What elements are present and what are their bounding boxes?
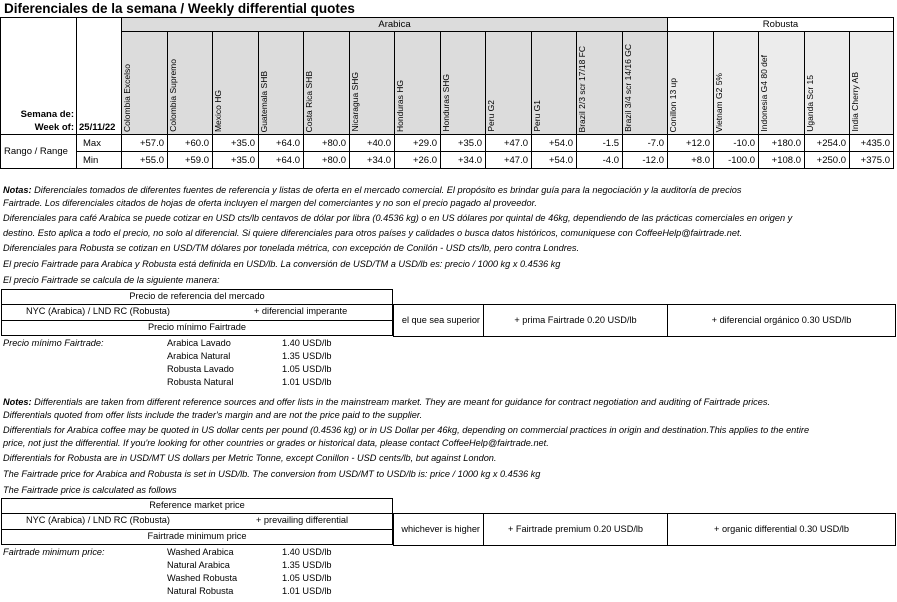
max-value-cell: +80.0 — [304, 135, 350, 152]
min-price-item-name: Robusta Lavado — [167, 364, 234, 374]
min-price-item-name: Robusta Natural — [167, 377, 234, 387]
min-price-item-value: 1.35 USD/lb — [282, 560, 332, 570]
max-value-cell: +12.0 — [668, 135, 714, 152]
min-price-item-value: 1.01 USD/lb — [282, 377, 332, 387]
column-header — [259, 32, 304, 135]
max-value-cell: +29.0 — [395, 135, 441, 152]
column-header — [304, 32, 350, 135]
min-value-cell: +250.0 — [805, 152, 850, 169]
es-premium-box: + prima Fairtrade 0.20 USD/lb — [483, 304, 668, 337]
min-value-cell: +34.0 — [350, 152, 395, 169]
column-header — [213, 32, 259, 135]
en-notes-line-1: Notes: Differentials are taken from different reference sources and offer lists in the mainstream market. They are meant for guidance for contract negotiation and auditing of Fairtrade prices. — [3, 397, 771, 407]
en-notes-line-6: The Fairtrade price for Arabica and Robusta is set in USD/lb. The conversion from USD/MT to USD/lb is: price / 1000 kg x 0.4536 kg — [3, 469, 541, 479]
max-value-cell: +54.0 — [532, 135, 577, 152]
min-value-cell: +34.0 — [441, 152, 486, 169]
max-value-cell: +40.0 — [350, 135, 395, 152]
es-notes-line-2: Fairtrade. Los diferenciales citados de hojas de oferta incluyen el margen del comerciantes y no son el precio pagado al proveedor. — [3, 198, 537, 208]
max-value-cell: +254.0 — [805, 135, 850, 152]
es-notes-line-3: Diferenciales para café Arabica se puede cotizar en USD cts/lb centavos de dólar por libra (0.4536 kg) o en US dólares por quintal de 46kg, dependiendo de las prácticas comerciales en origen y — [3, 213, 793, 223]
column-header — [122, 32, 168, 135]
min-value-cell: +35.0 — [213, 152, 259, 169]
min-value-cell: +26.0 — [395, 152, 441, 169]
min-price-item-value: 1.01 USD/lb — [282, 586, 332, 596]
min-value-cell: -4.0 — [577, 152, 623, 169]
column-header — [441, 32, 486, 135]
min-value-cell: +64.0 — [259, 152, 304, 169]
es-min-price-box: Precio mínimo Fairtrade — [1, 320, 393, 336]
max-label: Max — [77, 135, 122, 152]
es-notes-line-7: El precio Fairtrade se calcula de la siguiente manera: — [3, 275, 220, 285]
column-header — [532, 32, 577, 135]
column-header-label: India Cherry AB — [850, 72, 860, 132]
max-value-cell: +60.0 — [168, 135, 213, 152]
max-value-cell: +57.0 — [122, 135, 168, 152]
es-notes-line-1: Notas: Diferenciales tomados de diferentes fuentes de referencia y listas de oferta en el mercado comercial. El propósito es brindar guía para la negociación y la auditoría de precios — [3, 185, 742, 195]
en-premium-box: + Fairtrade premium 0.20 USD/lb — [483, 513, 668, 546]
column-header — [623, 32, 668, 135]
column-header-label: Uganda Scr 15 — [805, 75, 815, 132]
en-notes-line-4: price, not just the differential. If you're looking for other countries or grades or historical data, please contact CoffeeHelp@fairtrade.net. — [3, 438, 549, 448]
column-header-label: Brazil 3/4 scr 14/16 GC — [623, 44, 633, 132]
min-price-item-name: Washed Arabica — [167, 547, 234, 557]
es-organic-box: + diferencial orgánico 0.30 USD/lb — [667, 304, 896, 337]
column-header — [577, 32, 623, 135]
es-ref-price-box: Precio de referencia del mercado — [1, 289, 393, 305]
en-whichever-box: whichever is higher — [393, 513, 484, 546]
column-header — [486, 32, 532, 135]
column-header-label: Peru G1 — [532, 100, 542, 132]
en-notes-line-7: The Fairtrade price is calculated as follows — [3, 485, 177, 495]
en-organic-box: + organic differential 0.30 USD/lb — [667, 513, 896, 546]
column-header-label: Indonesia G4 80 def — [759, 55, 769, 132]
min-value-cell: +59.0 — [168, 152, 213, 169]
en-min-price-label: Fairtrade minimum price: — [3, 547, 105, 557]
min-price-item-value: 1.40 USD/lb — [282, 338, 332, 348]
es-nyc-box: NYC (Arabica) / LND RC (Robusta) + diferencial imperante — [1, 304, 393, 321]
column-header-label: Colombia Supremo — [168, 59, 178, 132]
min-price-item-value: 1.35 USD/lb — [282, 351, 332, 361]
column-header — [759, 32, 805, 135]
min-price-item-name: Natural Arabica — [167, 560, 230, 570]
en-nyc-box: NYC (Arabica) / LND RC (Robusta) + prevailing differential — [1, 513, 393, 530]
min-price-item-value: 1.05 USD/lb — [282, 573, 332, 583]
min-price-item-name: Arabica Lavado — [167, 338, 231, 348]
robusta-group-header: Robusta — [668, 18, 894, 32]
min-value-cell: +55.0 — [122, 152, 168, 169]
max-value-cell: +35.0 — [441, 135, 486, 152]
column-header-label: Colombia Excelso — [122, 63, 132, 132]
es-notes-line-6: El precio Fairtrade para Arabica y Robusta está definida en USD/lb. La conversión de USD/TM a USD/lb es: precio / 1000 kg x 0.4536 kg — [3, 259, 561, 269]
min-value-cell: +8.0 — [668, 152, 714, 169]
en-min-price-box: Fairtrade minimum price — [1, 529, 393, 545]
column-header-label: Costa Rica SHB — [304, 70, 314, 132]
es-min-price-label: Precio mínimo Fairtrade: — [3, 338, 104, 348]
column-header-label: Nicaragua SHG — [350, 72, 360, 132]
es-whichever-box: el que sea superior — [393, 304, 484, 337]
min-value-cell: +108.0 — [759, 152, 805, 169]
en-ref-price-box: Reference market price — [1, 498, 393, 514]
en-notes-line-5: Differentials for Robusta are in USD/MT US dollars per Metric Tonne, except Conillon - USD cents/lb, but against London. — [3, 453, 497, 463]
min-price-item-name: Natural Robusta — [167, 586, 234, 596]
min-value-cell: -12.0 — [623, 152, 668, 169]
max-value-cell: -7.0 — [623, 135, 668, 152]
min-value-cell: +47.0 — [486, 152, 532, 169]
column-header — [805, 32, 850, 135]
page-title: Diferenciales de la semana / Weekly differential quotes — [4, 1, 355, 16]
min-label: Min — [77, 152, 122, 169]
column-header-label: Mexico HG — [213, 89, 223, 132]
max-value-cell: +180.0 — [759, 135, 805, 152]
max-value-cell: -10.0 — [714, 135, 759, 152]
min-value-cell: -100.0 — [714, 152, 759, 169]
week-of-label: Semana de: Week of: — [1, 18, 77, 135]
min-value-cell: +375.0 — [850, 152, 894, 169]
column-header — [395, 32, 441, 135]
range-label: Rango / Range — [1, 135, 77, 169]
column-header — [350, 32, 395, 135]
en-notes-line-2: Differentials quoted from offer lists include the trader's margin and are not the price paid to the supplier. — [3, 410, 423, 420]
min-price-item-value: 1.40 USD/lb — [282, 547, 332, 557]
min-value-cell: +80.0 — [304, 152, 350, 169]
column-header — [714, 32, 759, 135]
es-notes-line-5: Diferenciales para Robusta se cotizan en USD/TM dólares por tonelada métrica, con excepción de Conilón - USD cts/lb, pero contra Londres. — [3, 243, 580, 253]
column-header-label: Guatemala SHB — [259, 70, 269, 132]
column-header — [168, 32, 213, 135]
max-value-cell: +64.0 — [259, 135, 304, 152]
differentials-table — [0, 17, 894, 169]
week-date: 25/11/22 — [77, 18, 122, 135]
column-header-label: Conillon 13 up — [668, 77, 678, 132]
column-header-label: Brazil 2/3 scr 17/18 FC — [577, 45, 587, 132]
arabica-group-header: Arabica — [122, 18, 668, 32]
column-header-label: Peru G2 — [486, 100, 496, 132]
max-value-cell: +435.0 — [850, 135, 894, 152]
column-header — [850, 32, 894, 135]
min-price-item-name: Arabica Natural — [167, 351, 231, 361]
column-header-label: Honduras HG — [395, 80, 405, 132]
min-price-item-name: Washed Robusta — [167, 573, 238, 583]
min-price-item-value: 1.05 USD/lb — [282, 364, 332, 374]
min-value-cell: +54.0 — [532, 152, 577, 169]
max-value-cell: -1.5 — [577, 135, 623, 152]
column-header — [668, 32, 714, 135]
max-value-cell: +47.0 — [486, 135, 532, 152]
column-header-label: Vietnam G2 5% — [714, 72, 724, 132]
en-notes-line-3: Differentials for Arabica coffee may be quoted in US dollar cents per pound (0.4536 kg) or in US Dollar per 46kg, depending on commercial practices in origin and destination.This applies to the entire — [3, 425, 810, 435]
max-value-cell: +35.0 — [213, 135, 259, 152]
column-header-label: Honduras SHG — [441, 74, 451, 132]
es-notes-line-4: destino. Esto aplica a todo el precio, no solo al diferencial. Si quiere diferenciales para otros países y calidades o busca datos históricos, comuniquese con CoffeeHelp@fairtrade.net. — [3, 228, 743, 238]
